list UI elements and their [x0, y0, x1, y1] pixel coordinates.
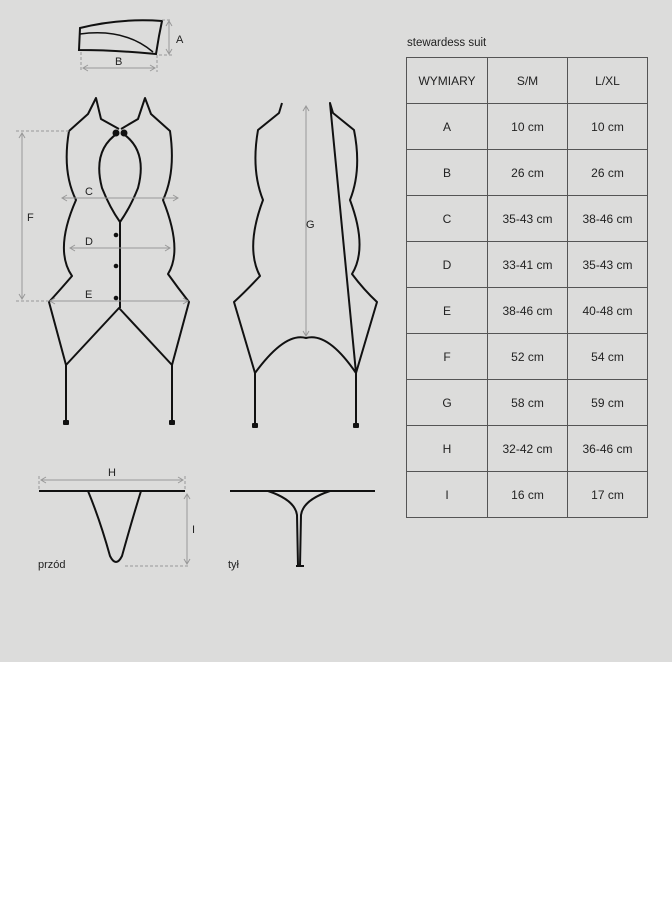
table-row	[407, 150, 648, 196]
size-table-body	[407, 58, 648, 518]
table-cell-value: 52 cm	[488, 334, 568, 380]
label-front: przód	[38, 559, 66, 571]
table-cell-value: 10 cm	[488, 104, 568, 150]
table-row	[407, 334, 648, 380]
dimension-c	[62, 195, 178, 201]
table-title: stewardess suit	[407, 37, 487, 49]
table-cell-parameter: H	[407, 426, 488, 472]
table-cell-value: 54 cm	[568, 334, 648, 380]
table-cell-parameter: A	[407, 104, 488, 150]
table-cell-value: 10 cm	[568, 104, 648, 150]
table-cell-parameter: F	[407, 334, 488, 380]
table-cell-value: 40-48 cm	[568, 288, 648, 334]
table-row	[407, 380, 648, 426]
label-i: I	[192, 524, 196, 536]
table-header-cell: S/M	[488, 58, 568, 104]
table-row	[407, 426, 648, 472]
table-cell-value: 59 cm	[568, 380, 648, 426]
label-h: H	[108, 467, 116, 479]
table-row	[407, 196, 648, 242]
thong-back-drawing	[230, 491, 375, 566]
back-garter-clips	[252, 423, 359, 428]
table-cell-value: 36-46 cm	[568, 426, 648, 472]
table-cell-parameter: I	[407, 472, 488, 518]
table-cell-parameter: E	[407, 288, 488, 334]
table-cell-value: 26 cm	[568, 150, 648, 196]
table-cell-parameter: C	[407, 196, 488, 242]
label-back: tył	[228, 559, 239, 571]
label-b: B	[115, 56, 123, 68]
table-cell-value: 17 cm	[568, 472, 648, 518]
table-header-row	[407, 58, 648, 104]
table-cell-value: 26 cm	[488, 150, 568, 196]
label-e: E	[85, 289, 93, 301]
label-d: D	[85, 236, 93, 248]
label-g: G	[306, 219, 315, 231]
table-cell-value: 33-41 cm	[488, 242, 568, 288]
table-cell-parameter: G	[407, 380, 488, 426]
table-cell-value: 38-46 cm	[488, 288, 568, 334]
front-garter-clips	[63, 420, 175, 425]
label-a: A	[176, 34, 184, 46]
label-f: F	[27, 212, 34, 224]
table-row	[407, 472, 648, 518]
size-table	[406, 57, 648, 518]
table-row	[407, 242, 648, 288]
hat-drawing	[79, 20, 162, 54]
table-cell-value: 35-43 cm	[568, 242, 648, 288]
thong-front-drawing	[39, 491, 185, 562]
dimension-i	[125, 494, 190, 566]
table-cell-value: 16 cm	[488, 472, 568, 518]
table-header-cell: WYMIARY	[407, 58, 488, 104]
table-row	[407, 104, 648, 150]
table-cell-value: 32-42 cm	[488, 426, 568, 472]
table-cell-value: 35-43 cm	[488, 196, 568, 242]
table-cell-value: 38-46 cm	[568, 196, 648, 242]
table-cell-parameter: B	[407, 150, 488, 196]
label-c: C	[85, 186, 93, 198]
table-cell-parameter: D	[407, 242, 488, 288]
table-header-cell: L/XL	[568, 58, 648, 104]
corset-front-drawing	[49, 98, 189, 420]
table-cell-value: 58 cm	[488, 380, 568, 426]
dimension-f	[16, 131, 70, 301]
table-row	[407, 288, 648, 334]
